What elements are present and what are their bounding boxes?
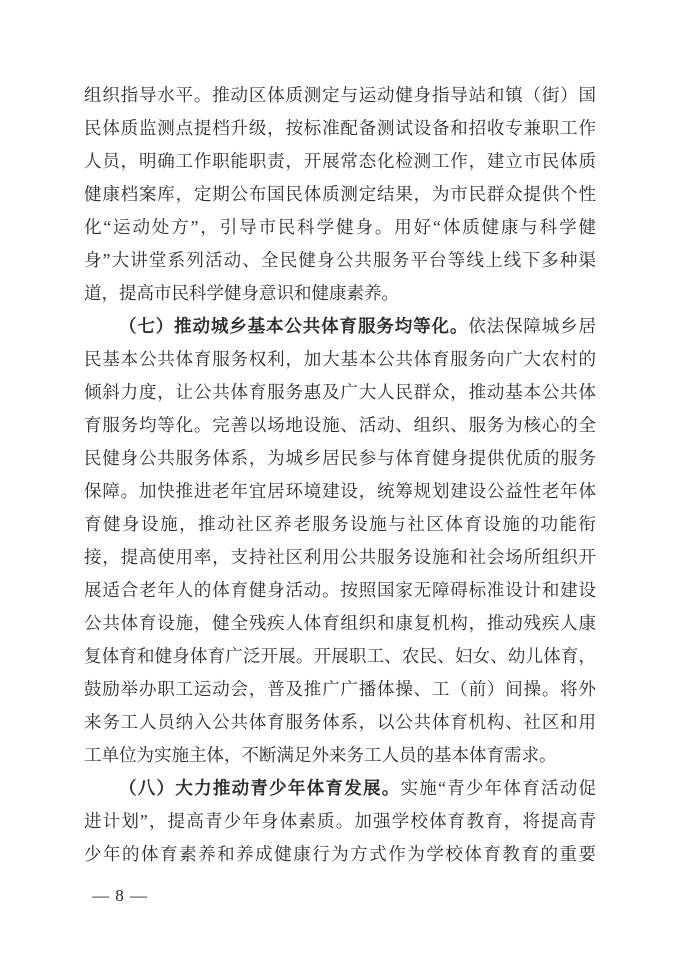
text-line: [84, 673, 596, 706]
section-heading: （七）推动城乡基本公共体育服务均等化。: [119, 316, 469, 336]
text-segment: 育健身设施，推动社区养老服务设施与社区体育设施的功能衔: [84, 514, 596, 534]
text-line: [84, 838, 596, 871]
text-line: [84, 508, 596, 541]
text-segment: 健康档案库，定期公布国民体质测定结果，为市民群众提供个性: [84, 184, 596, 204]
text-line: [84, 574, 596, 607]
text-segment: 倾斜力度，让公共体育服务惠及广大人民群众，推动基本公共体: [84, 382, 596, 402]
text-segment: 实施“青少年体育活动促: [400, 778, 596, 798]
page-number: — 8 —: [92, 886, 148, 905]
text-segment: 工单位为实施主体，不断满足外来务工人员的基本体育需求。: [84, 745, 557, 765]
text-segment: 育服务均等化。完善以场地设施、活动、组织、服务为核心的全: [84, 415, 596, 435]
text-segment: 保障。加快推进老年宜居环境建设，统筹规划建设公益性老年体: [84, 481, 596, 501]
text-segment: 鼓励举办职工运动会，普及推广广播体操、工（前）间操。将外: [84, 679, 596, 699]
text-segment: 依法保障城乡居: [468, 316, 596, 336]
text-segment: 身”大讲堂系列活动、全民健身公共服务平台等线上线下多种渠: [84, 250, 596, 270]
text-line: [84, 739, 596, 772]
text-line: [84, 310, 596, 343]
text-segment: 人员，明确工作职能职责，开展常态化检测工作，建立市民体质: [84, 151, 596, 171]
text-segment: 接，提高使用率，支持社区利用公共服务设施和社会场所组织开: [84, 547, 596, 567]
text-segment: 民健身公共服务体系，为城乡居民参与体育健身提供优质的服务: [84, 448, 596, 468]
text-segment: 组织指导水平。推动区体质测定与运动健身指导站和镇（街）国: [84, 85, 596, 105]
section-heading: （八）大力推动青少年体育发展。: [119, 778, 401, 798]
text-line: [84, 409, 596, 442]
text-line: [84, 211, 596, 244]
text-segment: 展适合老年人的体育健身活动。按照国家无障碍标准设计和建设: [84, 580, 596, 600]
text-segment: 民基本公共体育服务权利，加大基本公共体育服务向广大农村的: [84, 349, 596, 369]
text-line: [84, 805, 596, 838]
text-segment: 公共体育设施，健全残疾人体育组织和康复机构，推动残疾人康: [84, 613, 596, 633]
text-segment: 化“运动处方”，引导市民科学健身。用好“体质健康与科学健: [84, 217, 596, 237]
text-line: [84, 343, 596, 376]
text-segment: 来务工人员纳入公共体育服务体系，以公共体育机构、社区和用: [84, 712, 596, 732]
text-segment: 少年的体育素养和养成健康行为方式作为学校体育教育的重要: [84, 844, 596, 864]
text-line: [84, 244, 596, 277]
text-line: [84, 772, 596, 805]
text-line: [84, 475, 596, 508]
text-line: [84, 112, 596, 145]
text-line: [84, 607, 596, 640]
text-segment: 进计划”，提高青少年身体素质。加强学校体育教育，将提高青: [84, 811, 596, 831]
text-line: [84, 442, 596, 475]
text-line: [84, 640, 596, 673]
text-segment: 道，提高市民科学健身意识和健康素养。: [84, 283, 399, 303]
text-line: [84, 79, 596, 112]
document-body: [84, 79, 596, 871]
text-line: [84, 277, 596, 310]
text-segment: 民体质监测点提档升级，按标准配备测试设备和招收专兼职工作: [84, 118, 596, 138]
text-segment: 复体育和健身体育广泛开展。开展职工、农民、妇女、幼儿体育，: [84, 646, 596, 666]
text-line: [84, 376, 596, 409]
text-line: [84, 145, 596, 178]
text-line: [84, 706, 596, 739]
text-line: [84, 178, 596, 211]
text-line: [84, 541, 596, 574]
